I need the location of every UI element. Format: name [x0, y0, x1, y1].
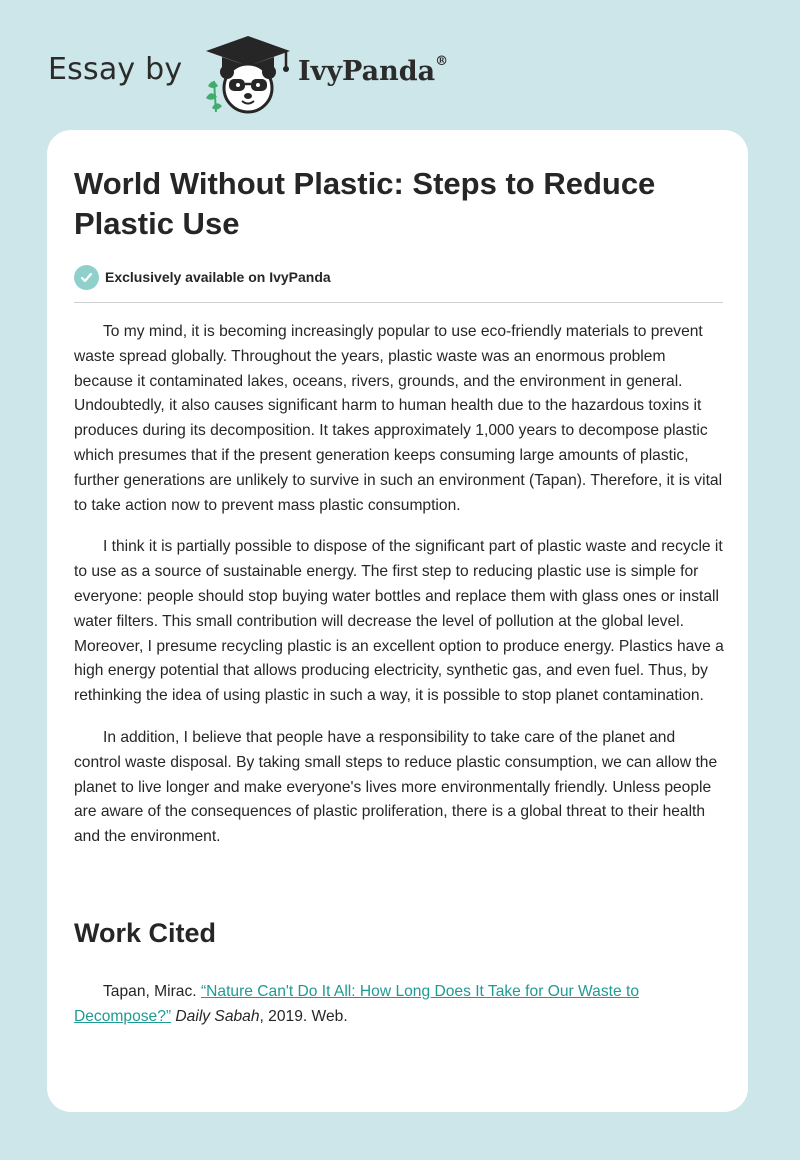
paragraph: In addition, I believe that people have a responsibility to take care of the planet and control waste disposal. By taking small steps to reduce plastic consumption, we can allow the planet to live longer and make everyone's lives more environmentally friendly. Unless people are aware of the consequences of plastic proliferation, there is a global threat to their health and the environment. — [74, 728, 718, 846]
paragraph: I think it is partially possible to dispose of the significant part of plastic waste and recycle it to use as a source of sustainable energy. The first step to reducing plastic use is simple for everyone: people should stop buying water bottles and replace them with glass ones or install water filters. This small contribution will decrease the level of pollution at the global level. Moreover, I presume recycling plastic is an excellent option to produce energy. Plastics have a high energy potential that allows producing electricity, synthetic gas, and even fuel. Thus, by rethinking the idea of using plastic in such a way, it is possible to stop planet contamination. — [74, 538, 724, 705]
works-cited-heading: Work Cited — [74, 918, 217, 948]
essay-card — [47, 130, 748, 1112]
panda-graduate-logo-icon[interactable] — [202, 34, 294, 114]
brand-label: IvyPanda — [298, 56, 436, 87]
brand-name[interactable] — [298, 56, 448, 87]
paragraph: To my mind, it is becoming increasingly popular to use eco-friendly materials to prevent waste spread globally. Throughout the years, plastic waste was an enormous problem because it contaminated lakes, oceans, rivers, grounds, and the environment in general. Undoubtedly, it also causes significant harm to human health due to the hazardous toxins it produces during its decomposition. It takes approximately 1,000 years to decompose plastic which presumes that if the present generation keeps consuming large amounts of plastic, further generations are unlikely to survive in such an environment (Tapan). Therefore, it is vital to take action now to prevent mass plastic consumption. — [74, 323, 723, 514]
badge-label: Exclusively available on IvyPanda — [105, 269, 331, 285]
site-header — [0, 0, 800, 130]
check-circle-icon — [74, 265, 99, 290]
citation-link[interactable]: “Nature Can't Do It All: How Long Does It Take for Our Waste to Decompose?” — [74, 983, 639, 1025]
citation-author: Tapan, Mirac. — [103, 983, 201, 1000]
essay-by-label: Essay by — [48, 52, 183, 87]
citation-publication: Daily Sabah — [175, 1008, 260, 1025]
exclusive-badge — [74, 264, 331, 290]
page-title: World Without Plastic: Steps to Reduce Plastic Use — [74, 166, 656, 241]
registered-mark: ® — [435, 54, 449, 69]
citation-entry — [74, 979, 724, 1029]
divider — [74, 302, 723, 303]
citation-details: , 2019. Web. — [259, 1008, 348, 1025]
essay-body — [74, 320, 724, 867]
